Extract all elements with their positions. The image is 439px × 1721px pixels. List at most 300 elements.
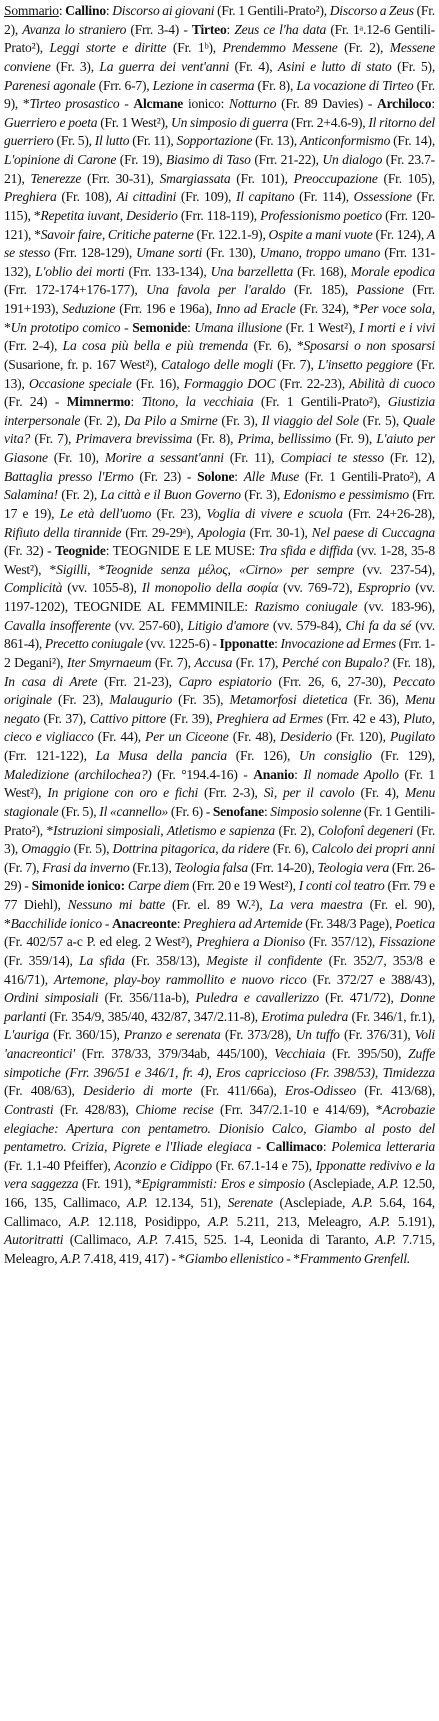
citation-text: , bbox=[160, 822, 167, 838]
work-title: Morale epodica bbox=[350, 263, 435, 279]
citation-text: (Fr. 358/13), bbox=[124, 952, 207, 968]
work-title: L'oblio dei morti bbox=[35, 263, 125, 279]
work-title: La sfida bbox=[79, 952, 125, 968]
work-title: A.P. bbox=[208, 1213, 229, 1229]
work-title: Le età dell'uomo bbox=[59, 505, 152, 521]
citation-text: (Fr. 14), bbox=[390, 133, 435, 149]
citation-text: 7.715, Meleagro, bbox=[4, 1232, 436, 1266]
citation-text: : bbox=[263, 803, 271, 819]
work-title: Bacchilide ionico bbox=[10, 915, 102, 931]
author-name: Ipponatte bbox=[219, 636, 275, 652]
work-title: Il capitano bbox=[235, 189, 295, 205]
work-title: A.P. bbox=[69, 1213, 90, 1229]
author-name: Teognide bbox=[55, 543, 106, 559]
author-name: Alcmane bbox=[133, 96, 184, 112]
work-title: Precetto coniugale bbox=[44, 636, 143, 652]
work-title: Litigio d'amore bbox=[187, 617, 269, 633]
work-title: Lezione in caserma bbox=[152, 77, 255, 93]
work-title: Autoritratti bbox=[4, 1232, 64, 1248]
work-title: «Cirno» per sempre bbox=[238, 561, 355, 577]
citation-text: 7.415, 525. 1-4, Leonida di Taranto, bbox=[158, 1232, 376, 1248]
citation-text: (Fr. 12), bbox=[383, 450, 435, 465]
citation-text: (Frr. 131-132), bbox=[4, 245, 435, 279]
citation-text: (Fr. 23), bbox=[51, 692, 110, 708]
citation-text: 5.64, 164, Callimaco, bbox=[4, 1195, 435, 1229]
citation-text: (Fr. 13), bbox=[252, 133, 300, 149]
work-title: Alle Muse bbox=[243, 468, 300, 484]
work-title: Ipponatte redivivo e la vera saggezza bbox=[4, 1157, 435, 1192]
citation-text: (Frr. 30-1), bbox=[245, 524, 312, 540]
citation-text: (Fr. 357/12), bbox=[304, 934, 380, 950]
work-title: Acrobazie elegiache: Apertura con pentametro. Dionisio Calco, Giambo al posto del pentametro. Crizia, Pigrete e l'Iliade elegiaca bbox=[4, 1101, 435, 1155]
citation-text: (Frr. 2+4.6-9), bbox=[288, 114, 369, 130]
citation-text: (Fr. 130), bbox=[202, 245, 260, 261]
citation-text: (Fr. 122.1-9), bbox=[193, 226, 269, 242]
work-title: A.P. bbox=[351, 1195, 373, 1210]
citation-text: , bbox=[208, 1064, 217, 1080]
citation-text: (Fr. 39), bbox=[166, 710, 217, 726]
author-name: Anacreonte bbox=[111, 915, 177, 931]
work-title: L'aiuto per Giasone bbox=[4, 431, 435, 465]
work-title: Malaugurio bbox=[109, 692, 173, 708]
citation-text: (Fr. 7), bbox=[273, 356, 318, 372]
citation-text: (Fr. 101), bbox=[230, 170, 294, 186]
citation-text: (Frr. 30-31), bbox=[81, 170, 160, 186]
citation-text: (Fr. 36), bbox=[347, 692, 405, 708]
citation-text: (Fr. 6), bbox=[269, 841, 312, 857]
summary-paragraph: Sommario: Callino: Discorso ai giovani (Fr. 1 Gentili-Prato²), Discorso a Zeus (Fr. 2), Avanza lo straniero (Frr. 3-4) - Tirteo: Zeus ce l'ha data (Fr. 1ᵃ.12-6 Gentili-Prato²), Leggi storte e diritte (Fr. 1ᵇ), Prendemmo Messene (Fr. 2), Messene conviene (Fr. 3), La guerra dei vent'anni (Fr. 4), Asini e lutto di stato (Fr. 5), Parenesi agonale (Frr. 6-7), Lezione in caserma (Fr. 8), La vocazione di Tirteo (Fr. 9), *Tirteo prosastico - Alcmane ionico: Notturno (Fr. 89 Davies) - Archiloco: Guerriero e poeta (Fr. 1 West²), Un simposio di guerra (Frr. 2+4.6-9), Il ritorno del guerriero (Fr. 5), Il lutto (Fr. 11), Sopportazione (Fr. 13), Anticonformismo (Fr. 14), L'opinione di Carone (Fr. 19), Biasimo di Taso (Frr. 21-22), Un dialogo (Fr. 23.7-21), Tenerezze (Frr. 30-31), Smargiassata (Fr. 101), Preoccupazione (Fr. 105), Preghiera (Fr. 108), Ai cittadini (Fr. 109), Il capitano (Fr. 114), Ossessione (Fr. 115), *Repetita iuvant, Desiderio (Frr. 118-119), Professionismo poetico (Frr. 120-121), *Savoir faire, Critiche paterne (Fr. 122.1-9), Ospite a mani vuote (Fr. 124), A se stesso (Frr. 128-129), Umane sorti (Fr. 130), Umano, troppo umano (Frr. 131-132), L'oblio dei morti (Frr. 133-134), Una barzelletta (Fr. 168), Morale epodica (Frr. 172-174+176-177), Una favola per l'araldo (Fr. 185), Passione (Frr. 191+193), Seduzione (Frr. 196 e 196a), Inno ad Eracle (Fr. 324), *Per voce sola, *Un prototipo comico - Semonide: Umana illusione (Fr. 1 West²), I morti e i vivi (Frr. 2-4), La cosa più bella e più tremenda (Fr. 6), *Sposarsi o non sposarsi (Susarione, fr. p. 167 West²), Catalogo delle mogli (Fr. 7), L'insetto peggiore (Fr. 13), Occasione speciale (Fr. 16), Formaggio DOC (Frr. 22-23), Abilità di cuoco (Fr. 24) - Mimnermo: Titono, la vecchiaia (Fr. 1 Gentili-Prato²), Giustizia interpersonale (Fr. 2), Da Pilo a Smirne (Fr. 3), Il viaggio del Sole (Fr. 5), Quale vita? (Fr. 7), Primavera brevissima (Fr. 8), Prima, bellissimo (Fr. 9), L'aiuto per Giasone (Fr. 10), Morire a sessant'anni (Fr. 11), Compiaci te stesso (Fr. 12), Battaglia presso l'Ermo (Fr. 23) - Solone: Alle Muse (Fr. 1 Gentili-Prato²), A Salamina! (Fr. 2), La città e il Buon Governo (Fr. 3), Edonismo e pessimismo (Frr. 17 e 19), Le età dell'uomo (Fr. 23), Voglia di vivere e scuola (Frr. 24+26-28), Rifiuto della tirannide (Frr. 29-29ᵃ), Apologia (Frr. 30-1), Nel paese di Cuccagna (Fr. 32) - Teognide: TEOGNIDE E LE MUSE: Tra sfida e diffida (vv. 1-28, 35-8 West²), *Sigilli, *Teognide senza μέλος, «Cirno» per sempre (vv. 237-54), Complicità (vv. 1055-8), Il monopolio della σοφία (vv. 769-72), Esproprio (vv. 1197-1202), TEOGNIDE AL FEMMINILE: Razismo coniugale (vv. 183-96), Cavalla insofferente (vv. 257-60), Litigio d'amore (vv. 579-84), Chi fa da sé (vv. 861-4), Precetto coniugale (vv. 1225-6) - Ipponatte: Invocazione ad Ermes (Frr. 1-2 Degani²), Iter Smyrnaeum (Fr. 7), Accusa (Fr. 17), Perché con Bupalo? (Fr. 18), In casa di Arete (Frr. 21-23), Capro espiatorio (Frr. 26, 6, 27-30), Peccato originale (Fr. 23), Malaugurio (Fr. 35), Metamorfosi dietetica (Fr. 36), Menu negato (Fr. 37), Cattivo pittore (Fr. 39), Preghiera ad Ermes (Frr. 42 e 43), Pluto, cieco e vigliacco (Fr. 44), Per un Ciceone (Fr. 48), Desiderio (Fr. 120), Pugilato (Frr. 121-122), La Musa della pancia (Fr. 126), Un consiglio (Fr. 129), Maledizione (archilochea?) (Fr. °194.4-16) - Ananio: Il nomade Apollo (Fr. 1 West²), In prigione con oro e fichi (Frr. 2-3), Sì, per il cavolo (Fr. 4), Menu stagionale (Fr. 5), Il «cannello» (Fr. 6) - Senofane: Simposio solenne (Fr. 1 Gentili-Prato²), *Istruzioni simposiali, Atletismo e sapienza (Fr. 2), Colofonî degeneri (Fr. 3), Omaggio (Fr. 5), Dottrina pitagorica, da ridere (Fr. 6), Calcolo dei propri anni (Fr. 7), Frasi da inverno (Fr.13), Teologia falsa (Frr. 14-20), Teologia vera (Frr. 26-29) - Simonide ionico: Carpe diem (Frr. 20 e 19 West²), I conti col teatro (Frr. 79 e 77 Diehl), Nessuno mi batte (Fr. el. 89 W.²), La vera maestra (Fr. el. 90), *Bacchilide ionico - Anacreonte: Preghiera ad Artemide (Fr. 348/3 Page), Poetica (Fr. 402/57 a-c P. ed eleg. 2 West²), Preghiera a Dioniso (Fr. 357/12), Fissazione (Fr. 359/14), La sfida (Fr. 358/13), Megiste il confidente (Fr. 352/7, 353/8 e 416/71), Artemone, play-boy rammollito e nuovo ricco (Fr. 372/27 e 388/43), Ordini simposiali (Fr. 356/11a-b), Puledra e cavallerizzo (Fr. 471/72), Donne parlanti (Fr. 354/9, 385/40, 432/87, 347/2.11-8), Erotima puledra (Fr. 346/1, fr.1), L'auriga (Fr. 360/15), Pranzo e serenata (Fr. 373/28), Un tuffo (Fr. 376/31), Voli 'anacreontici' (Frr. 378/33, 379/34ab, 445/100), Vecchiaia (Fr. 395/50), Zuffe simpotiche (Frr. 396/51 e 346/1, fr. 4), Eros capriccioso (Fr. 398/53), Timidezza (Fr. 408/63), Desiderio di morte (Fr. 411/66a), Eros-Odisseo (Fr. 413/68), Contrasti (Fr. 428/83), Chiome recise (Frr. 347/2.1-10 e 414/69), *Acrobazie elegiache: Apertura con pentametro. Dionisio Calco, Giambo al posto del pentametro. Crizia, Pigrete e l'Iliade elegiaca - Callimaco: Polemica letteraria (Fr. 1.1-40 Pfeiffer), Aconzio e Cidippo (Fr. 67.1-14 e 75), Ipponatte redivivo e la vera saggezza (Fr. 191), *Epigrammisti: Eros e simposio (Asclepiade, A.P. 12.50, 166, 135, Callimaco, A.P. 12.134, 51), Serenate (Asclepiade, A.P. 5.64, 164, Callimaco, A.P. 12.118, Posidippo, A.P. 5.211, 213, Meleagro, A.P. 5.191), Autoritratti (Callimaco, A.P. 7.415, 525. 1-4, Leonida di Taranto, A.P. 7.715, Meleagro, A.P. 7.418, 419, 417) - *Giambo ellenistico - *Frammento Grenfell. bbox=[4, 3, 436, 1266]
citation-text: (Frr. 24+26-28), bbox=[342, 505, 435, 521]
work-title: Megiste il confidente bbox=[206, 952, 323, 968]
work-title: Invocazione ad Ermes bbox=[280, 636, 396, 652]
citation-text: (Fr. 35), bbox=[172, 692, 230, 708]
citation-text: : bbox=[294, 766, 304, 782]
citation-text: - bbox=[119, 96, 134, 112]
citation-text: (Frr. 26-29) - bbox=[4, 859, 436, 894]
citation-text: (Fr. 360/15), bbox=[48, 1027, 124, 1043]
citation-text: - bbox=[251, 1139, 266, 1155]
citation-text: (Fr. 5), bbox=[358, 412, 403, 428]
citation-text: (Fr. 373/28), bbox=[220, 1027, 296, 1043]
citation-text: (Frr. 196 e 196a), bbox=[115, 301, 216, 316]
citation-text: (vv. 257-60), bbox=[110, 617, 188, 633]
work-title: Per voce sola bbox=[359, 301, 432, 316]
citation-text: (Fr. 395/50), bbox=[325, 1046, 409, 1061]
citation-text: (vv. 237-54), bbox=[354, 561, 436, 577]
work-title: Parenesi agonale bbox=[4, 77, 96, 93]
citation-text: (vv. 769-72), bbox=[277, 580, 358, 596]
work-title: Teologia falsa bbox=[174, 859, 249, 875]
work-title: Seduzione bbox=[62, 301, 116, 316]
citation-text: (Fr. 105), bbox=[377, 170, 435, 186]
work-title: Serenate bbox=[227, 1195, 273, 1210]
work-title: Preoccupazione bbox=[293, 170, 378, 186]
work-title: Preghiera a Dioniso bbox=[196, 934, 305, 950]
work-title: Il nomade Apollo bbox=[303, 766, 399, 782]
author-name: Senofane bbox=[212, 803, 264, 819]
work-title: L'opinione di Carone bbox=[4, 152, 117, 167]
work-title: L'auriga bbox=[4, 1027, 49, 1043]
work-title: A.P. bbox=[126, 1195, 148, 1210]
citation-text: (Fr. 324), * bbox=[295, 301, 360, 316]
citation-text: , bbox=[227, 561, 239, 577]
work-title: Catalogo delle mogli bbox=[160, 356, 274, 372]
author-name: Callimaco bbox=[265, 1139, 323, 1155]
work-title: Il ritorno del guerriero bbox=[4, 114, 435, 149]
work-title: Biasimo di Taso bbox=[166, 152, 251, 167]
work-title: Ossessione bbox=[353, 189, 412, 205]
work-title: La città e il Buon Governo bbox=[100, 487, 241, 503]
citation-text: (Frr. 22-23), bbox=[275, 375, 350, 391]
work-title: Rifiuto della tirannide bbox=[4, 524, 122, 540]
work-title: Accusa bbox=[194, 654, 233, 670]
work-title: Smargiassata bbox=[159, 170, 231, 186]
citation-text: (Fr. 4), bbox=[229, 58, 278, 74]
work-title: Sposarsi o non sposarsi bbox=[303, 338, 435, 354]
citation-text: (Fr. el. 89 W.²), bbox=[165, 897, 270, 912]
citation-text: (Fr. 23.7-21), bbox=[4, 152, 435, 186]
work-title: Occasione speciale bbox=[29, 375, 132, 391]
work-title: Peccato originale bbox=[4, 673, 435, 708]
work-title: Leggi storte e diritte bbox=[49, 40, 167, 56]
citation-text: (Frr. 17 e 19), bbox=[4, 487, 435, 521]
work-title: Maledizione (archilochea?) bbox=[4, 766, 152, 782]
citation-text: (Fr. 3), bbox=[217, 412, 262, 428]
citation-text: (Fr. 5), bbox=[391, 58, 436, 74]
citation-text: (Fr. 168), bbox=[293, 263, 351, 279]
work-title: Preghiera bbox=[4, 189, 57, 205]
work-title: Erotima puledra bbox=[261, 1008, 349, 1024]
work-title: Nel paese di Cuccagna bbox=[311, 524, 435, 540]
citation-text: (Fr. 11), bbox=[223, 450, 281, 465]
work-title: Aconzio e Cidippo bbox=[114, 1157, 212, 1173]
citation-text: (Frr. 29-29ᵃ), bbox=[121, 524, 198, 540]
citation-text: (Callimaco, bbox=[63, 1232, 138, 1248]
work-title: Ai cittadini bbox=[116, 189, 177, 205]
work-title: Artemone, play-boy rammollito e nuovo ricco bbox=[53, 971, 307, 987]
work-title: Sì, per il cavolo bbox=[263, 785, 355, 801]
work-title: Primavera brevissima bbox=[75, 431, 193, 447]
citation-text: (Fr. 7), bbox=[4, 859, 43, 875]
work-title: Chi fa da sé bbox=[345, 617, 412, 633]
citation-text: (vv. 861-4), bbox=[4, 617, 435, 652]
citation-text: (Frr. 1-2 Degani²), bbox=[4, 636, 435, 670]
author-name: Semonide bbox=[132, 319, 188, 335]
work-title: Pranzo e serenata bbox=[123, 1027, 221, 1043]
work-title: Compiaci te stesso bbox=[280, 450, 384, 465]
citation-text: (Fr. 124), bbox=[372, 226, 427, 242]
work-title: Ospite a mani vuote bbox=[268, 226, 373, 242]
work-title: Tra sfida e diffida bbox=[258, 543, 354, 559]
work-title: I morti e i vivi bbox=[359, 319, 436, 335]
citation-text: 12.134, 51), bbox=[147, 1195, 228, 1210]
citation-text: (Fr. 471/72), bbox=[318, 990, 400, 1006]
work-title: Umana illusione bbox=[194, 319, 282, 335]
work-title: Un prototipo comico bbox=[10, 319, 121, 335]
citation-text: - bbox=[120, 319, 133, 335]
work-title: Avanza lo straniero bbox=[22, 21, 127, 37]
work-title: A.P. bbox=[137, 1232, 159, 1248]
citation-text: (Fr. 23) - bbox=[133, 468, 198, 484]
work-title: Fissazione bbox=[379, 934, 436, 950]
work-title: Il viaggio del Sole bbox=[261, 412, 359, 428]
citation-text: (Fr. 411/66a), bbox=[192, 1083, 286, 1099]
work-title: Colofonî degeneri bbox=[317, 822, 414, 838]
citation-text: , bbox=[374, 1064, 383, 1080]
citation-text: (Fr. 6) - bbox=[168, 803, 213, 819]
citation-text: (Fr. 7), bbox=[30, 431, 76, 447]
citation-text: 12.50, 166, 135, Callimaco, bbox=[4, 1176, 435, 1210]
summary-label: Sommario bbox=[4, 3, 59, 18]
work-title: Razismo coniugale bbox=[254, 599, 358, 614]
work-title: Umane sorti bbox=[136, 245, 203, 261]
work-title: La vocazione di Tirteo bbox=[296, 77, 414, 93]
work-title: Pugilato bbox=[389, 729, 435, 745]
citation-text: : bbox=[234, 468, 244, 484]
citation-text: (Fr. 16), bbox=[131, 375, 184, 391]
citation-text: (Frr. 79 e 77 Diehl), bbox=[4, 878, 435, 912]
citation-text: : bbox=[274, 636, 281, 652]
citation-text: - bbox=[102, 915, 112, 931]
citation-text: (Fr. 109), bbox=[176, 189, 236, 205]
citation-text: (Fr. 3), bbox=[4, 822, 436, 857]
citation-text: (Frr. 172-174+176-177), bbox=[4, 282, 147, 298]
work-title: Discorso a Zeus bbox=[329, 3, 414, 18]
work-title: La cosa più bella e più tremenda bbox=[62, 338, 248, 354]
work-title: Titono, la vecchiaia bbox=[141, 394, 254, 410]
citation-text: (vv. 183-96), bbox=[357, 599, 435, 614]
citation-text: (Fr. 114), bbox=[294, 189, 354, 205]
author-name: Callino bbox=[65, 3, 106, 18]
work-title: Omaggio bbox=[21, 841, 71, 857]
work-title: In casa di Arete bbox=[4, 673, 98, 689]
work-title: Desiderio di morte bbox=[83, 1083, 193, 1099]
citation-text: - * bbox=[283, 1250, 300, 1266]
work-title: Poetica bbox=[395, 915, 435, 931]
citation-text: (Fr. 129), bbox=[371, 748, 435, 763]
work-title: Calcolo dei propri anni bbox=[311, 841, 435, 857]
work-title: Un tuffo bbox=[295, 1027, 340, 1043]
work-title: Repetita iuvant, Desiderio bbox=[40, 207, 178, 223]
citation-text: (Fr. 346/1, fr.1), bbox=[348, 1008, 435, 1024]
citation-text: (Asclepiade, bbox=[304, 1176, 378, 1192]
citation-text: (Frr. 118-119), bbox=[177, 207, 261, 223]
work-title: A Salamina! bbox=[4, 468, 435, 503]
work-title: Notturno bbox=[228, 96, 277, 112]
work-title: Professionismo poetico bbox=[260, 207, 382, 223]
citation-text: (Frr. 21-22), bbox=[250, 152, 323, 167]
work-title: Timidezza bbox=[382, 1064, 435, 1080]
work-title: Menu negato bbox=[4, 692, 435, 726]
citation-text: : bbox=[187, 319, 195, 335]
citation-text: (Fr. 5), bbox=[53, 133, 95, 149]
work-title: Preghiera ad Ermes bbox=[216, 710, 323, 726]
citation-text: (vv. 579-84), bbox=[268, 617, 346, 633]
citation-text: (Fr. 10), bbox=[47, 450, 105, 465]
work-title: Eros capriccioso (Fr. 398/53) bbox=[216, 1064, 375, 1080]
citation-text: : bbox=[431, 96, 435, 112]
citation-text: (Fr. 67.1-14 e 75), bbox=[211, 1157, 316, 1173]
work-title: Battaglia presso l'Ermo bbox=[4, 468, 134, 484]
citation-text: (Frr. 133-134), bbox=[124, 263, 211, 279]
citation-text: 12.118, Posidippo, bbox=[89, 1213, 209, 1229]
citation-text: (Frr. 3-4) - bbox=[126, 21, 192, 37]
work-title: Zeus ce l'ha data bbox=[234, 21, 327, 37]
citation-text: (Fr. 402/57 a-c P. ed eleg. 2 West²), bbox=[4, 934, 197, 950]
work-title: Nessuno mi batte bbox=[67, 897, 166, 912]
citation-text: (Fr. 2), bbox=[274, 822, 318, 838]
work-title: Epigrammisti: Eros e simposio bbox=[141, 1176, 305, 1192]
work-title: Da Pilo a Smirne bbox=[124, 412, 218, 428]
work-title: La guerra dei vent'anni bbox=[99, 58, 230, 74]
work-title: A.P. bbox=[60, 1250, 81, 1266]
citation-text: (Fr. 413/68), bbox=[355, 1083, 436, 1099]
work-title: Dottrina pitagorica, da ridere bbox=[112, 841, 270, 857]
citation-text: (Fr. 8), bbox=[254, 77, 297, 93]
citation-text: : bbox=[322, 1139, 332, 1155]
work-title: A.P. bbox=[369, 1213, 391, 1229]
citation-text: (Fr. 1 West²), bbox=[4, 766, 435, 801]
citation-text: : bbox=[226, 21, 235, 37]
citation-text: (Fr. 7), bbox=[151, 654, 195, 670]
citation-text: (Frr. 128-129), bbox=[50, 245, 137, 261]
work-title: In prigione con oro e fichi bbox=[47, 785, 199, 801]
work-title: Inno ad Eracle bbox=[215, 301, 296, 316]
work-title: A se stesso bbox=[4, 226, 435, 261]
work-title: Iter Smyrnaeum bbox=[66, 654, 152, 670]
work-title: A.P. bbox=[377, 1176, 399, 1192]
work-title: Umano, troppo umano bbox=[259, 245, 381, 261]
citation-text: (Fr. 1 Gentili-Prato²), bbox=[299, 468, 427, 484]
citation-text: (Fr. 108), bbox=[56, 189, 117, 205]
work-title: Prima, bellissimo bbox=[237, 431, 331, 447]
citation-text: (Frr. 14-20), bbox=[248, 859, 318, 875]
citation-text: (vv. 1-28, 35-8 West²), * bbox=[4, 543, 435, 577]
citation-text: (Fr. 1 Gentili-Prato²), bbox=[253, 394, 388, 410]
citation-text: (Fr. 1.1-40 Pfeiffer), bbox=[4, 1157, 115, 1173]
citation-text: (vv. 1055-8), bbox=[62, 580, 142, 596]
work-title: Carpe diem bbox=[127, 878, 190, 894]
work-title: Capro espiatorio bbox=[178, 673, 272, 689]
work-title: Una favola per l'araldo bbox=[146, 282, 286, 298]
citation-text: (Frr. 26, 6, 27-30), bbox=[271, 673, 393, 689]
citation-text: (vv. 1225-6) - bbox=[142, 636, 220, 652]
citation-text: (Frr. 21-23), bbox=[97, 673, 179, 689]
citation-text: (Fr. 32) - bbox=[4, 543, 56, 559]
work-title: Zuffe simpotiche (Frr. 396/51 e 346/1, fr. 4) bbox=[4, 1046, 436, 1080]
citation-text: (Fr. 356/11a-b), bbox=[98, 990, 196, 1006]
citation-text: (Frr. 378/33, 379/34ab, 445/100), bbox=[74, 1046, 275, 1061]
citation-text: : bbox=[105, 3, 113, 18]
citation-text: (Fr. 2), bbox=[337, 40, 390, 56]
work-title: Polemica letteraria bbox=[331, 1139, 435, 1155]
work-title: Frammento Grenfell. bbox=[299, 1250, 411, 1266]
author-name: Solone bbox=[197, 468, 235, 484]
citation-text: (Fr. °194.4-16) - bbox=[151, 766, 254, 782]
work-title: Edonismo e pessimismo bbox=[283, 487, 409, 503]
work-title: La Musa della pancia bbox=[95, 748, 227, 763]
work-title: I conti col teatro bbox=[298, 878, 385, 894]
citation-text: (Fr. 3), bbox=[240, 487, 284, 503]
work-title: Complicità bbox=[4, 580, 63, 596]
citation-text: (Frr. 2-3), bbox=[198, 785, 264, 801]
work-title: Voli 'anacreontici' bbox=[4, 1027, 435, 1061]
citation-text: (Fr. 23), bbox=[151, 505, 207, 521]
work-title: Una barzelletta bbox=[210, 263, 294, 279]
work-title: L'insetto peggiore bbox=[317, 356, 413, 372]
citation-text: (Fr. 37), bbox=[39, 710, 90, 726]
citation-text: (Fr. 1ᵇ), bbox=[166, 40, 223, 56]
work-title: Simposio solenne bbox=[270, 803, 362, 819]
work-title: Il lutto bbox=[94, 133, 130, 149]
work-title: Apologia bbox=[197, 524, 246, 540]
citation-text: (Fr. 18), bbox=[388, 654, 436, 670]
author-name: Simonide ionico: bbox=[31, 878, 125, 894]
citation-text: 7.418, 419, 417) - * bbox=[80, 1250, 185, 1266]
citation-text: (Fr. 8), bbox=[192, 431, 238, 447]
citation-text: (Fr. 13), bbox=[4, 356, 435, 391]
citation-text: (Fr. 352/7, 353/8 e 416/71), bbox=[4, 952, 435, 987]
work-title: Un consiglio bbox=[298, 748, 372, 763]
author-name: Ananio bbox=[253, 766, 295, 782]
citation-text: (Fr. 19), bbox=[116, 152, 167, 167]
citation-text: : TEOGNIDE E LE MUSE: bbox=[105, 543, 259, 559]
citation-text: (Fr. 2), bbox=[80, 412, 125, 428]
work-title: Messene conviene bbox=[4, 40, 435, 74]
citation-text: (Fr. 44), bbox=[93, 729, 146, 745]
work-title: Tirteo prosastico bbox=[29, 96, 120, 112]
citation-text: (Fr. 48), bbox=[228, 729, 281, 745]
citation-text: (Fr. 1 Gentili-Prato²), * bbox=[4, 803, 435, 838]
citation-text: : bbox=[176, 915, 184, 931]
work-title: Sopportazione bbox=[176, 133, 253, 149]
citation-text: (Fr. 428/83), bbox=[53, 1101, 136, 1117]
work-title: Savoir faire, Critiche paterne bbox=[40, 226, 194, 242]
citation-text: (Fr. 4), bbox=[354, 785, 405, 801]
citation-text: (Fr. 2), bbox=[4, 3, 435, 37]
citation-text: (Fr. 24) - bbox=[4, 394, 67, 410]
citation-text: (Fr. 3), bbox=[50, 58, 100, 74]
citation-text: (Fr. 359/14), bbox=[4, 952, 80, 968]
work-title: Preghiera ad Artemide bbox=[183, 915, 303, 931]
work-title: Perché con Bupalo? bbox=[281, 654, 389, 670]
work-title: Asini e lutto di stato bbox=[277, 58, 392, 74]
work-title: Morire a sessant'anni bbox=[104, 450, 224, 465]
citation-text: (Fr. 1ᵃ.12-6 Gentili-Prato²), bbox=[4, 21, 435, 56]
citation-text: (Susarione, fr. p. 167 West²), bbox=[4, 356, 161, 372]
author-name: Archiloco bbox=[377, 96, 432, 112]
citation-text: (Fr. 408/63), bbox=[4, 1083, 84, 1099]
citation-text: (Frr. 121-122), bbox=[4, 748, 96, 763]
work-title: Voglia di vivere e scuola bbox=[206, 505, 343, 521]
citation-text: (Fr. 5), bbox=[58, 803, 100, 819]
citation-text: (Fr.13), bbox=[129, 859, 175, 875]
author-name: Mimnermo bbox=[66, 394, 131, 410]
citation-text: (Fr. 376/31), bbox=[339, 1027, 415, 1043]
citation-text: (Frr. 2-4), bbox=[4, 338, 63, 354]
work-title: Giustizia interpersonale bbox=[4, 394, 435, 428]
citation-text: (Fr. 11), bbox=[129, 133, 177, 149]
work-title: Teognide senza μέλος bbox=[105, 561, 228, 577]
citation-text: (Frr. 20 e 19 West²), bbox=[189, 878, 299, 894]
citation-text: (Fr. 5), bbox=[70, 841, 113, 857]
citation-text: (Fr. 120), bbox=[331, 729, 390, 745]
work-title: Desiderio bbox=[280, 729, 332, 745]
work-title: Il monopolio della σοφία bbox=[141, 580, 278, 596]
citation-text: ionico: bbox=[183, 96, 229, 112]
author-name: Tirteo bbox=[191, 21, 227, 37]
work-title: Pluto, cieco e vigliacco bbox=[4, 710, 435, 745]
